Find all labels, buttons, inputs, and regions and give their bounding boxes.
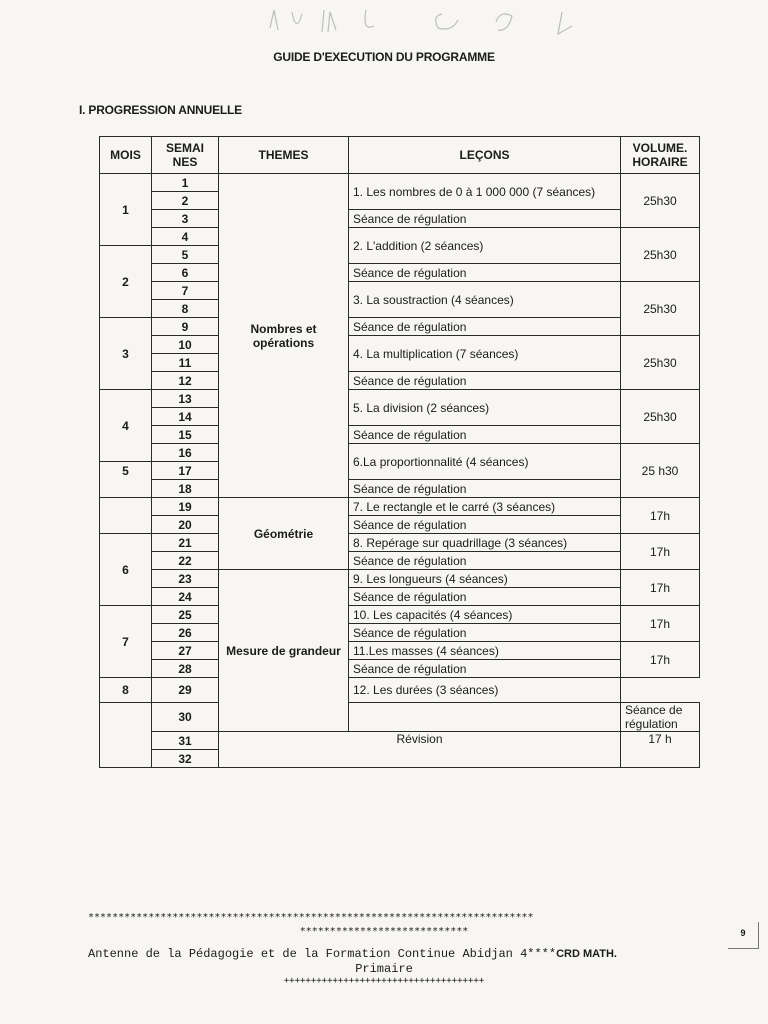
- theme-cell: Géométrie: [219, 498, 349, 570]
- lecon-cell: 8. Repérage sur quadrillage (3 séances): [349, 534, 621, 552]
- mois-cell: 7: [100, 606, 152, 678]
- semaine-cell: 22: [152, 552, 219, 570]
- table-row: [100, 624, 700, 642]
- volume-cell: 25h30: [621, 174, 700, 228]
- table-row: [100, 480, 700, 498]
- semaine-cell: 1: [152, 174, 219, 192]
- lecon-cell: 4. La multiplication (7 séances): [349, 336, 621, 372]
- table-row: [100, 390, 700, 408]
- semaine-cell: 21: [152, 534, 219, 552]
- semaine-cell: 16: [152, 444, 219, 462]
- table-row: [100, 210, 700, 228]
- footer-plus-line: +++++++++++++++++++++++++++++++++++++: [283, 976, 485, 986]
- semaine-cell: 4: [152, 228, 219, 246]
- lecon-cell: 2. L'addition (2 séances): [349, 228, 621, 264]
- progression-table: [99, 136, 700, 768]
- lecon-cell: Séance de régulation: [349, 624, 621, 642]
- lecon-cell: Séance de régulation: [349, 588, 621, 606]
- volume-cell: 17h: [621, 498, 700, 534]
- lecon-cell: 12. Les durées (3 séances): [349, 678, 621, 703]
- semaine-cell: 30: [152, 703, 219, 732]
- header-mois: MOIS: [100, 137, 152, 174]
- lecon-cell: 10. Les capacités (4 séances): [349, 606, 621, 624]
- semaine-cell: 5: [152, 246, 219, 264]
- semaine-cell: 14: [152, 408, 219, 426]
- header-lecons: LEÇONS: [349, 137, 621, 174]
- section-title: I. PROGRESSION ANNUELLE: [79, 103, 242, 117]
- footer-stars-line: **************************************************************************: [88, 912, 534, 923]
- table-row: [100, 498, 700, 516]
- mois-cell-empty: [100, 703, 152, 768]
- lecon-cell: Séance de régulation: [349, 480, 621, 498]
- semaine-cell: 25: [152, 606, 219, 624]
- lecon-cell: 6.La proportionnalité (4 séances): [349, 444, 621, 480]
- semaine-cell: 23: [152, 570, 219, 588]
- mois-cell: 4: [100, 390, 152, 462]
- semaine-cell: 31: [152, 732, 219, 750]
- semaine-cell: 11: [152, 354, 219, 372]
- semaine-cell: 8: [152, 300, 219, 318]
- volume-cell: 17h: [621, 606, 700, 642]
- semaine-cell: 29: [152, 678, 219, 703]
- lecon-cell: 5. La division (2 séances): [349, 390, 621, 426]
- semaine-cell: 13: [152, 390, 219, 408]
- volume-cell: 17h: [621, 642, 700, 678]
- lecon-cell: Séance de régulation: [349, 516, 621, 534]
- mois-cell: 6: [100, 534, 152, 606]
- volume-cell: 25 h30: [621, 444, 700, 498]
- semaine-cell: 7: [152, 282, 219, 300]
- volume-cell: 17h: [621, 534, 700, 570]
- semaine-cell: 12: [152, 372, 219, 390]
- semaine-cell: 10: [152, 336, 219, 354]
- table-row: [100, 228, 700, 246]
- semaine-cell: 28: [152, 660, 219, 678]
- semaine-cell: 32: [152, 750, 219, 768]
- volume-cell: 25h30: [621, 228, 700, 282]
- footer-stars-line: ****************************: [299, 926, 469, 937]
- table-row: [100, 703, 700, 732]
- table-row: [100, 642, 700, 660]
- table-row: [100, 444, 700, 462]
- footer-institution-text: Antenne de la Pédagogie et de la Formation Continue Abidjan 4****: [88, 947, 557, 961]
- table-row: [100, 264, 700, 282]
- mois-cell: 8: [100, 678, 152, 703]
- semaine-cell: 9: [152, 318, 219, 336]
- revision-cell: Révision: [219, 732, 621, 768]
- page-number: 9: [728, 922, 759, 949]
- volume-cell: 25h30: [621, 282, 700, 336]
- document-title: GUIDE D'EXECUTION DU PROGRAMME: [273, 50, 495, 64]
- semaine-cell: 6: [152, 264, 219, 282]
- semaine-cell: 27: [152, 642, 219, 660]
- theme-cell: Nombres et opérations: [219, 174, 349, 498]
- header-semaines: SEMAI NES: [152, 137, 219, 174]
- lecon-cell: Séance de régulation: [349, 552, 621, 570]
- semaine-cell: 15: [152, 426, 219, 444]
- table-row: [100, 534, 700, 552]
- semaine-cell: 2: [152, 192, 219, 210]
- table-row: [100, 606, 700, 624]
- table-row: [100, 336, 700, 354]
- footer-primaire: Primaire: [355, 962, 413, 976]
- lecon-cell: 11.Les masses (4 séances): [349, 642, 621, 660]
- theme-cell-empty: [349, 703, 621, 732]
- table-row: [100, 570, 700, 588]
- semaine-cell: 18: [152, 480, 219, 498]
- semaine-cell: 24: [152, 588, 219, 606]
- footer-institution: [88, 947, 728, 961]
- volume-cell: 25h30: [621, 390, 700, 444]
- lecon-cell: 1. Les nombres de 0 à 1 000 000 (7 séances): [349, 174, 621, 210]
- semaine-cell: 20: [152, 516, 219, 534]
- semaine-cell: 17: [152, 462, 219, 480]
- lecon-cell: Séance de régulation: [349, 372, 621, 390]
- mois-cell: 5: [100, 462, 152, 498]
- table-row: [100, 282, 700, 300]
- header-volume: VOLUME. HORAIRE: [621, 137, 700, 174]
- semaine-cell: 19: [152, 498, 219, 516]
- lecon-cell: Séance de régulation: [621, 703, 700, 732]
- table-row: [100, 174, 700, 192]
- lecon-cell: Séance de régulation: [349, 210, 621, 228]
- theme-cell: Mesure de grandeur: [219, 570, 349, 732]
- volume-cell: 25h30: [621, 336, 700, 390]
- table-row: [100, 678, 700, 703]
- footer-crd: CRD MATH.: [556, 948, 617, 960]
- lecon-cell: Séance de régulation: [349, 264, 621, 282]
- mois-cell-empty: [100, 498, 152, 534]
- header-themes: THEMES: [219, 137, 349, 174]
- table-row: [100, 732, 700, 750]
- table-row: [100, 372, 700, 390]
- mois-cell: 1: [100, 174, 152, 246]
- lecon-cell: Séance de régulation: [349, 660, 621, 678]
- lecon-cell: Séance de régulation: [349, 426, 621, 444]
- mois-cell: 3: [100, 318, 152, 390]
- volume-cell: 17 h: [621, 732, 700, 768]
- table-row: [100, 660, 700, 678]
- lecon-cell: 3. La soustraction (4 séances): [349, 282, 621, 318]
- lecon-cell: 9. Les longueurs (4 séances): [349, 570, 621, 588]
- table-row: [100, 516, 700, 534]
- header-row: [100, 137, 700, 174]
- table-row: [100, 318, 700, 336]
- semaine-cell: 26: [152, 624, 219, 642]
- mois-cell: 2: [100, 246, 152, 318]
- table-row: [100, 426, 700, 444]
- semaine-cell: 3: [152, 210, 219, 228]
- table-row: [100, 588, 700, 606]
- table-row: [100, 552, 700, 570]
- handwritten-scribble: [262, 4, 602, 38]
- lecon-cell: Séance de régulation: [349, 318, 621, 336]
- volume-cell: 17h: [621, 570, 700, 606]
- lecon-cell: 7. Le rectangle et le carré (3 séances): [349, 498, 621, 516]
